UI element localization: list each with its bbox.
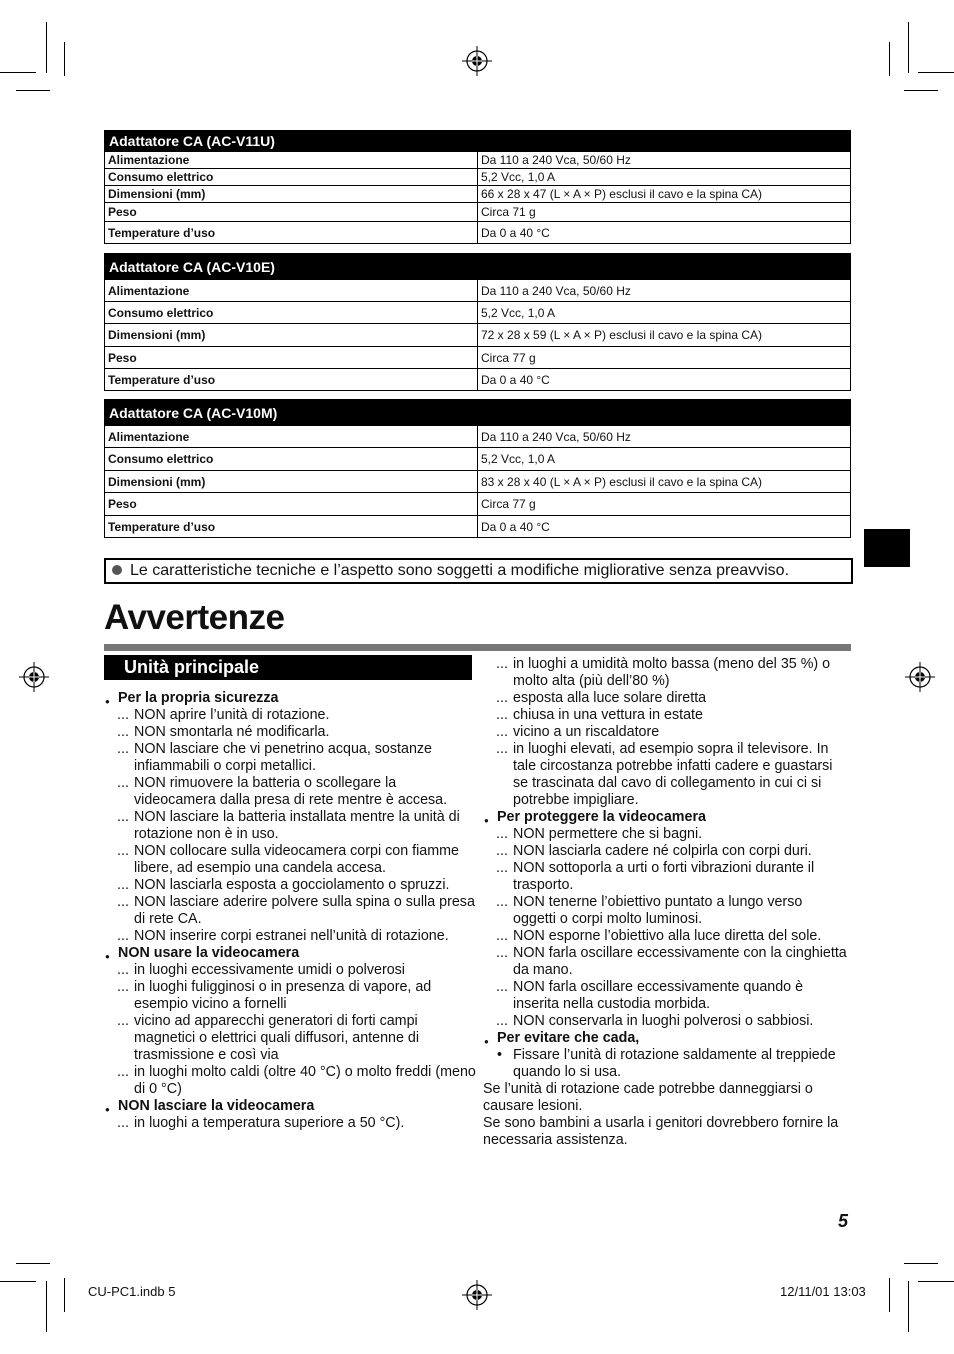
- row-value: 66 x 28 x 47 (L × A × P) esclusi il cavo e la spina CA): [478, 186, 851, 203]
- ellipsis-marker: ...: [496, 945, 508, 961]
- row-label: Dimensioni (mm): [105, 324, 478, 347]
- table-title: Adattatore CA (AC-V10E): [105, 254, 851, 280]
- item-text: NON lasciare aderire polvere sulla spina o sulla presa di rete CA.: [134, 894, 475, 927]
- row-value: Da 0 a 40 °C: [478, 222, 851, 244]
- row-value: 5,2 Vcc, 1,0 A: [478, 302, 851, 324]
- ellipsis-marker: ...: [496, 826, 508, 842]
- table-row: [105, 369, 851, 391]
- table-row: [105, 203, 851, 222]
- ellipsis-item: [104, 707, 476, 724]
- ellipsis-marker: ...: [117, 1013, 129, 1029]
- ellipsis-marker: ...: [496, 979, 508, 995]
- ellipsis-item: [483, 826, 849, 843]
- item-text: NON lasciarla cadere né colpirla con corpi duri.: [513, 843, 812, 859]
- ellipsis-item: [104, 741, 476, 775]
- spec-table: [104, 130, 851, 244]
- item-text: NON usare la videocamera: [118, 945, 300, 961]
- ellipsis-marker: ...: [496, 1013, 508, 1029]
- item-text: NON lasciarla esposta a gocciolamento o spruzzi.: [134, 877, 450, 893]
- item-text: in luoghi a temperatura superiore a 50 °C).: [134, 1115, 405, 1131]
- section-heading: [104, 655, 472, 680]
- ellipsis-marker: ...: [117, 962, 129, 978]
- paragraph: [483, 1081, 849, 1115]
- ellipsis-item: [483, 656, 849, 690]
- ellipsis-item: [483, 1013, 849, 1030]
- row-label: Dimensioni (mm): [105, 186, 478, 203]
- ellipsis-item: [483, 724, 849, 741]
- registration-mark-icon: [462, 1280, 492, 1310]
- item-text: NON tenerne l’obiettivo puntato a lungo verso oggetti o corpi molto luminosi.: [513, 894, 803, 927]
- footer-date: 12/11/01 13:03: [780, 1284, 866, 1299]
- table-row: [105, 169, 851, 186]
- bullet-heading: [483, 809, 849, 826]
- item-text: NON farla oscillare eccessivamente quando è inserita nella custodia morbida.: [513, 979, 804, 1012]
- row-label: Peso: [105, 493, 478, 516]
- item-text: vicino a un riscaldatore: [513, 724, 660, 740]
- row-label: Dimensioni (mm): [105, 471, 478, 493]
- section-tab: [864, 529, 910, 567]
- row-label: Consumo elettrico: [105, 302, 478, 324]
- item-text: NON rimuovere la batteria o scollegare la videocamera dalla presa di rete mentre è accesa.: [134, 775, 448, 808]
- ellipsis-item: [104, 894, 476, 928]
- ellipsis-marker: ...: [117, 1115, 129, 1131]
- ellipsis-marker: ...: [496, 741, 508, 757]
- item-text: NON aprire l’unità di rotazione.: [134, 707, 330, 723]
- item-text: NON collocare sulla videocamera corpi con fiamme libere, ad esempio una candela accesa.: [134, 843, 459, 876]
- ellipsis-item: [104, 877, 476, 894]
- ellipsis-marker: ...: [496, 894, 508, 910]
- ellipsis-marker: ...: [117, 928, 129, 944]
- row-label: Consumo elettrico: [105, 169, 478, 186]
- ellipsis-marker: ...: [496, 707, 508, 723]
- item-text: NON inserire corpi estranei nell’unità di rotazione.: [134, 928, 449, 944]
- ellipsis-item: [483, 741, 849, 809]
- row-value: Circa 77 g: [478, 347, 851, 369]
- ellipsis-item: [104, 809, 476, 843]
- item-text: vicino ad apparecchi generatori di forti campi magnetici o elettrici quali diffusori, antenne di trasmissione e così via: [134, 1013, 420, 1063]
- ellipsis-item: [104, 962, 476, 979]
- ellipsis-item: [483, 945, 849, 979]
- table-row: [105, 347, 851, 369]
- ellipsis-marker: ...: [117, 843, 129, 859]
- item-text: NON smontarla né modificarla.: [134, 724, 330, 740]
- ellipsis-marker: ...: [117, 979, 129, 995]
- registration-mark-icon: [905, 662, 935, 692]
- row-label: Temperature d’uso: [105, 369, 478, 391]
- item-text: in luoghi elevati, ad esempio sopra il televisore. In tale circostanza potrebbe infatti cadere e guastarsi se trascinata dal cavo di collegamento in cui ci si potrebbe impigliare.: [513, 741, 833, 808]
- registration-mark-icon: [462, 46, 492, 76]
- item-text: esposta alla luce solare diretta: [513, 690, 707, 706]
- row-label: Peso: [105, 347, 478, 369]
- ellipsis-item: [104, 928, 476, 945]
- note-text: Le caratteristiche tecniche e l’aspetto sono soggetti a modifiche migliorative senza preavviso.: [130, 562, 790, 579]
- row-value: 5,2 Vcc, 1,0 A: [478, 169, 851, 186]
- ellipsis-item: [104, 843, 476, 877]
- item-text: NON sottoporla a urti o forti vibrazioni durante il trasporto.: [513, 860, 815, 893]
- item-text: NON lasciare la videocamera: [118, 1098, 315, 1114]
- row-label: Alimentazione: [105, 280, 478, 302]
- bullet-icon: [112, 565, 122, 575]
- ellipsis-item: [483, 860, 849, 894]
- table-row: [105, 493, 851, 516]
- item-text: NON farla oscillare eccessivamente con la cinghietta da mano.: [513, 945, 847, 978]
- item-text: NON lasciare la batteria installata mentre la unità di rotazione non è in uso.: [134, 809, 460, 842]
- table-title: Adattatore CA (AC-V10M): [105, 400, 851, 426]
- ellipsis-item: [483, 707, 849, 724]
- table-header-row: [105, 254, 851, 280]
- row-value: Da 0 a 40 °C: [478, 516, 851, 538]
- spec-table: [104, 253, 851, 391]
- bullet-heading: [104, 1098, 476, 1115]
- row-value: Da 110 a 240 Vca, 50/60 Hz: [478, 152, 851, 169]
- table-row: [105, 302, 851, 324]
- item-text: in luoghi molto caldi (oltre 40 °C) o molto freddi (meno di 0 °C): [134, 1064, 476, 1097]
- item-text: Per proteggere la videocamera: [497, 809, 706, 825]
- section-heading-text: Unità principale: [124, 657, 260, 677]
- ellipsis-marker: ...: [496, 928, 508, 944]
- ellipsis-item: [483, 690, 849, 707]
- row-value: Da 0 a 40 °C: [478, 369, 851, 391]
- item-text: Se l’unità di rotazione cade potrebbe danneggiarsi o causare lesioni.: [483, 1081, 813, 1114]
- row-label: Temperature d’uso: [105, 222, 478, 244]
- ellipsis-marker: ...: [496, 656, 508, 672]
- bullet-icon: •: [497, 1047, 503, 1063]
- item-text: Per la propria sicurezza: [118, 690, 279, 706]
- ellipsis-marker: ...: [496, 724, 508, 740]
- item-text: NON esporne l’obiettivo alla luce diretta del sole.: [513, 928, 822, 944]
- table-row: [105, 152, 851, 169]
- item-text: NON lasciare che vi penetrino acqua, sostanze infiammabili o corpi metallici.: [134, 741, 433, 774]
- page-number: 5: [838, 1211, 849, 1231]
- ellipsis-marker: ...: [117, 894, 129, 910]
- ellipsis-marker: ...: [117, 707, 129, 723]
- sub-bullet-item: [483, 1047, 849, 1081]
- table-header-row: [105, 400, 851, 426]
- row-value: 72 x 28 x 59 (L × A × P) esclusi il cavo e la spina CA): [478, 324, 851, 347]
- ellipsis-marker: ...: [117, 877, 129, 893]
- ellipsis-marker: ...: [117, 741, 129, 757]
- item-text: Fissare l’unità di rotazione saldamente al treppiede quando lo si usa.: [513, 1047, 836, 1080]
- ellipsis-marker: ...: [117, 809, 129, 825]
- table-row: [105, 222, 851, 244]
- table-row: [105, 426, 851, 448]
- row-label: Alimentazione: [105, 426, 478, 448]
- table-row: [105, 516, 851, 538]
- item-text: in luoghi a umidità molto bassa (meno del 35 %) o molto alta (più dell’80 %): [513, 656, 831, 689]
- page-title: Avvertenze: [104, 598, 285, 637]
- item-text: chiusa in una vettura in estate: [513, 707, 703, 723]
- ellipsis-marker: ...: [496, 843, 508, 859]
- ellipsis-item: [104, 724, 476, 741]
- ellipsis-item: [483, 894, 849, 928]
- ellipsis-item: [104, 775, 476, 809]
- ellipsis-marker: ...: [117, 1064, 129, 1080]
- ellipsis-marker: ...: [117, 775, 129, 791]
- ellipsis-marker: ...: [496, 860, 508, 876]
- row-value: Circa 77 g: [478, 493, 851, 516]
- row-label: Temperature d’uso: [105, 516, 478, 538]
- row-label: Peso: [105, 203, 478, 222]
- table-row: [105, 471, 851, 493]
- table-row: [105, 186, 851, 203]
- item-text: NON conservarla in luoghi polverosi o sabbiosi.: [513, 1013, 814, 1029]
- table-header-row: [105, 131, 851, 152]
- bullet-heading: [483, 1030, 849, 1047]
- bullet-heading: [104, 945, 476, 962]
- footer-file: CU-PC1.indb 5: [88, 1284, 176, 1299]
- table-row: [105, 324, 851, 347]
- ellipsis-item: [104, 979, 476, 1013]
- divider: [104, 644, 851, 651]
- item-text: in luoghi fuligginosi o in presenza di vapore, ad esempio vicino a fornelli: [134, 979, 432, 1012]
- row-value: Da 110 a 240 Vca, 50/60 Hz: [478, 426, 851, 448]
- item-text: in luoghi eccessivamente umidi o polverosi: [134, 962, 405, 978]
- ellipsis-item: [104, 1013, 476, 1064]
- left-column: [104, 690, 476, 1132]
- ellipsis-item: [483, 843, 849, 860]
- row-label: Consumo elettrico: [105, 448, 478, 471]
- row-value: 83 x 28 x 40 (L × A × P) esclusi il cavo e la spina CA): [478, 471, 851, 493]
- right-column: [483, 656, 849, 1149]
- spec-note: [104, 558, 853, 584]
- row-value: Circa 71 g: [478, 203, 851, 222]
- registration-mark-icon: [19, 662, 49, 692]
- table-row: [105, 280, 851, 302]
- ellipsis-item: [104, 1115, 476, 1132]
- ellipsis-marker: ...: [117, 724, 129, 740]
- ellipsis-item: [104, 1064, 476, 1098]
- table-row: [105, 448, 851, 471]
- item-text: Per evitare che cada,: [497, 1030, 640, 1046]
- row-value: 5,2 Vcc, 1,0 A: [478, 448, 851, 471]
- ellipsis-item: [483, 928, 849, 945]
- spec-table: [104, 399, 851, 538]
- item-text: Se sono bambini a usarla i genitori dovrebbero fornire la necessaria assistenza.: [483, 1115, 839, 1148]
- ellipsis-item: [483, 979, 849, 1013]
- ellipsis-marker: ...: [496, 690, 508, 706]
- row-label: Alimentazione: [105, 152, 478, 169]
- item-text: NON permettere che si bagni.: [513, 826, 703, 842]
- table-title: Adattatore CA (AC-V11U): [105, 131, 851, 152]
- paragraph: [483, 1115, 849, 1149]
- row-value: Da 110 a 240 Vca, 50/60 Hz: [478, 280, 851, 302]
- bullet-heading: [104, 690, 476, 707]
